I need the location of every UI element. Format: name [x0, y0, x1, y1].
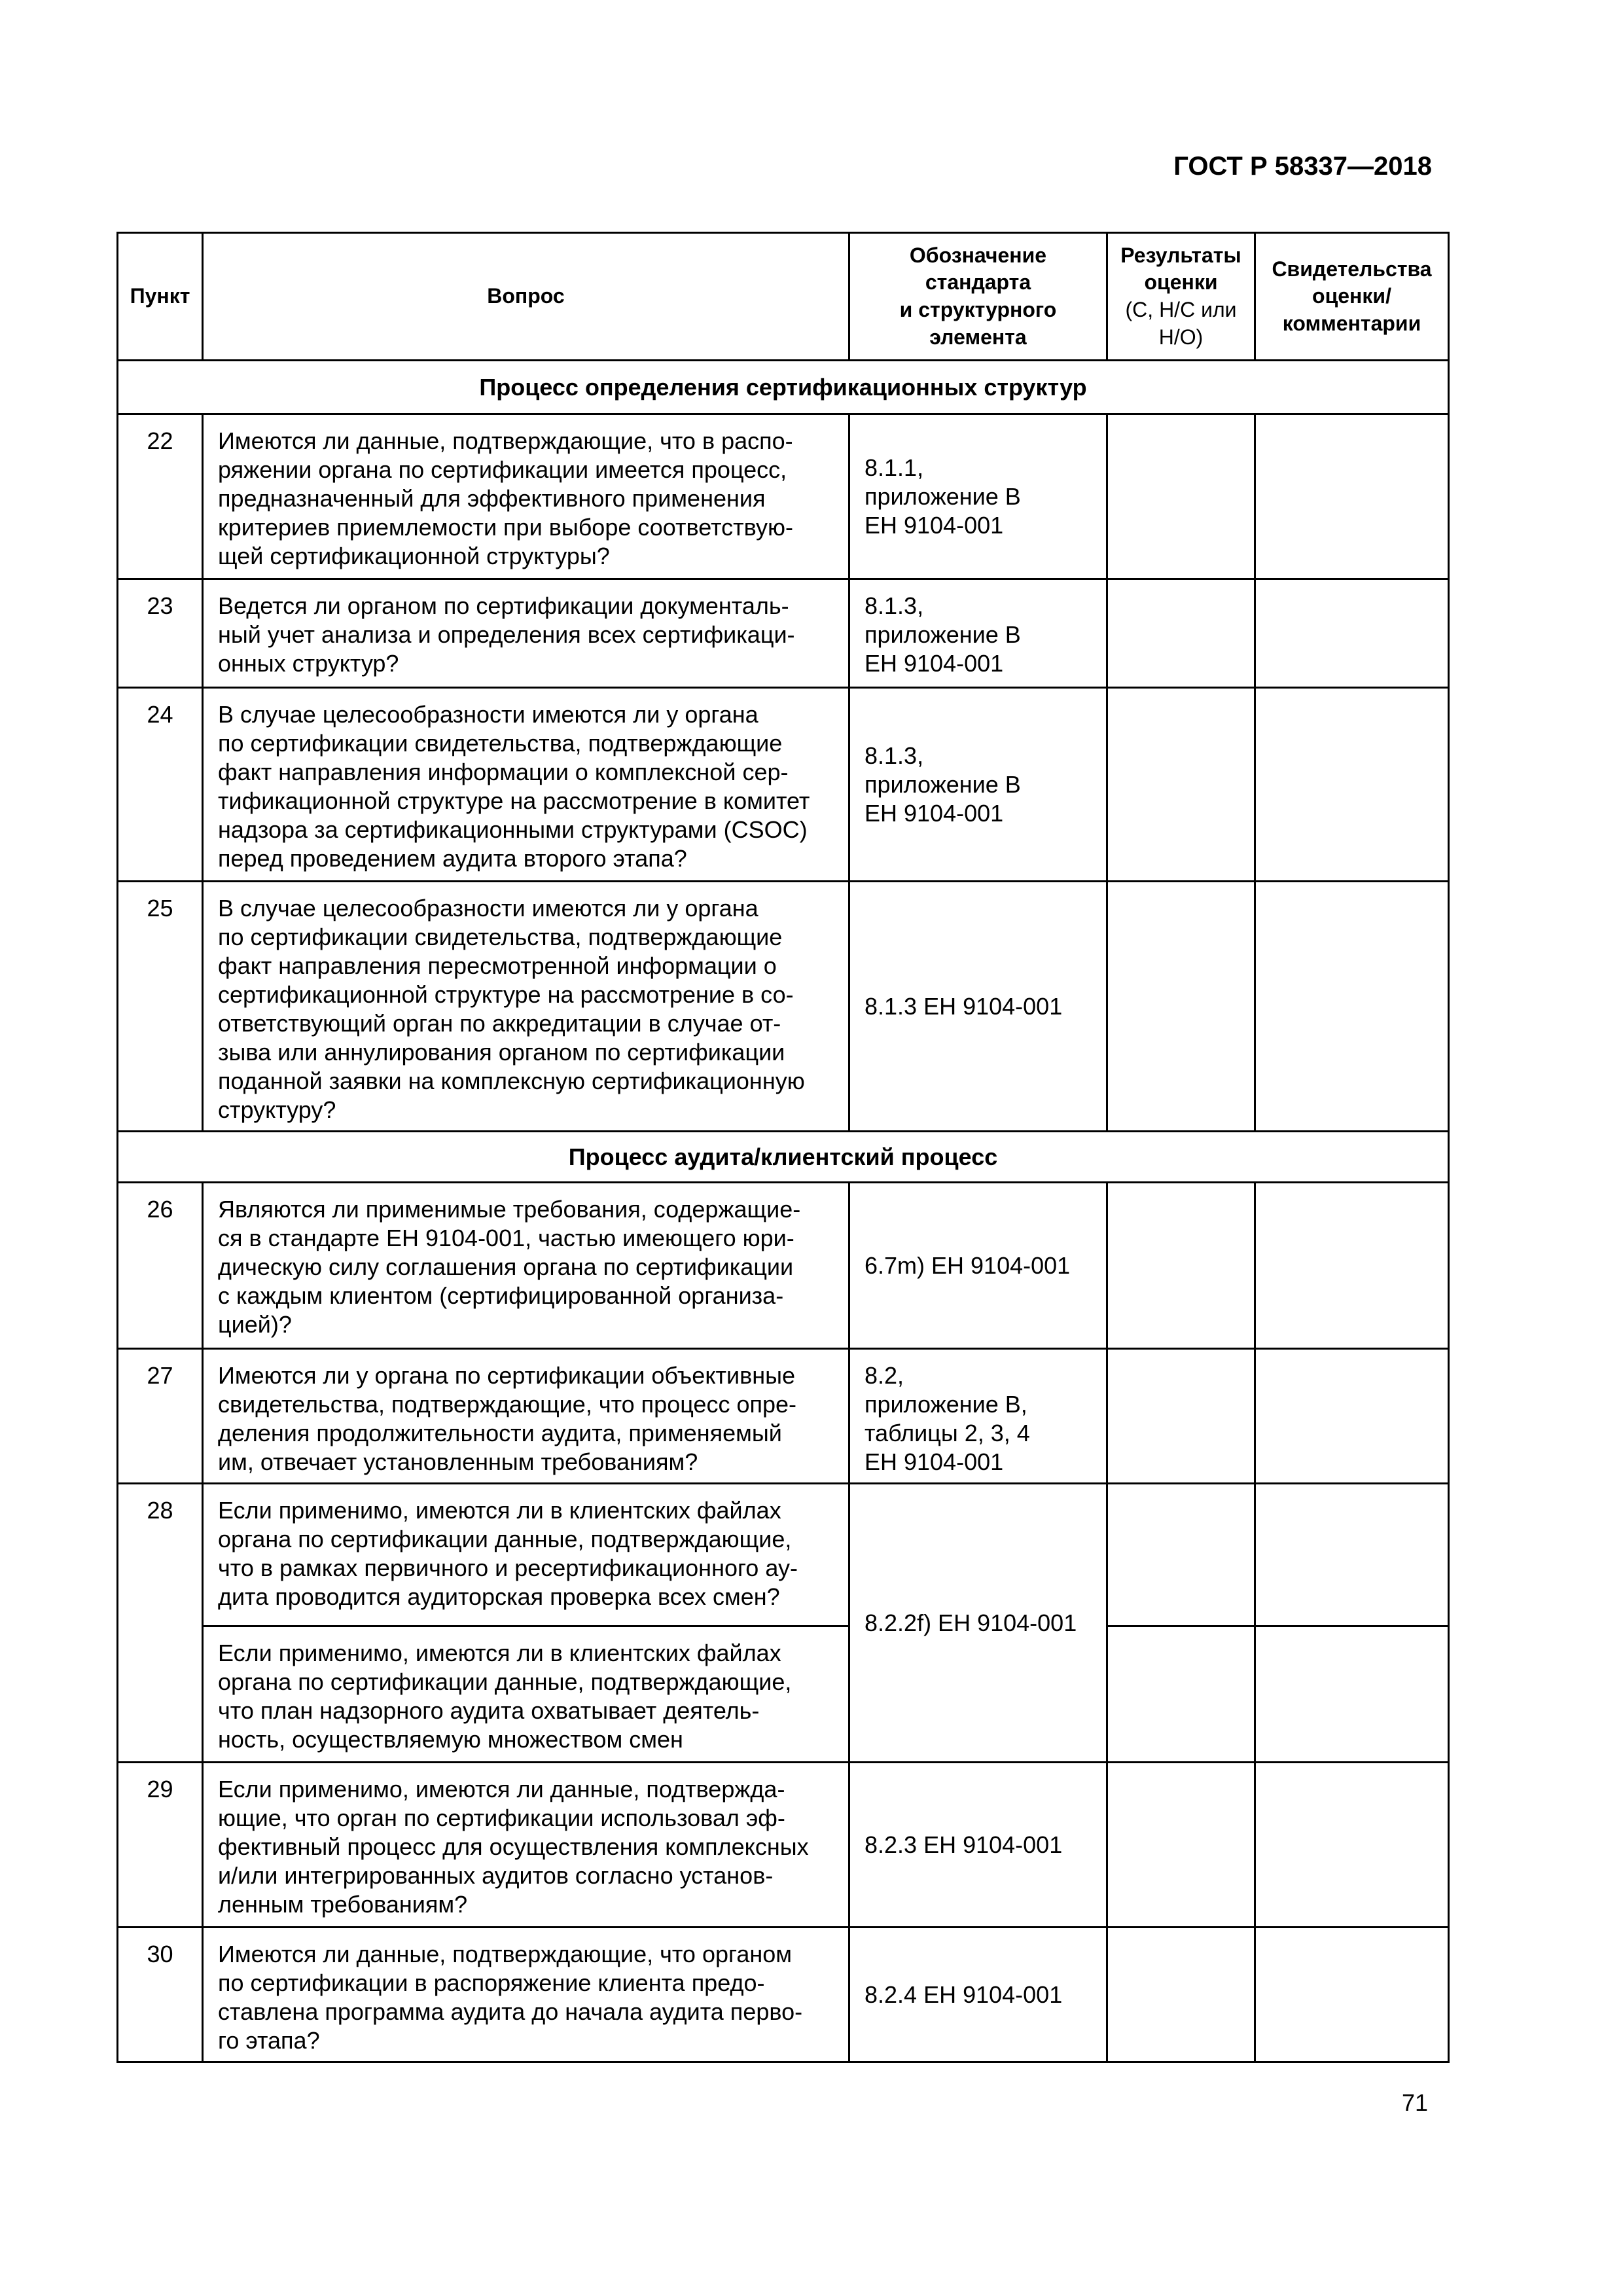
header-results: Результаты оценки (С, Н/С или Н/О) [1107, 233, 1255, 361]
row-standard: 8.2.3 ЕН 9104-001 [849, 1763, 1107, 1928]
row-result-cell [1107, 414, 1255, 579]
section-title: Процесс определения сертификационных структур [118, 361, 1449, 414]
row-evidence-cell [1255, 1484, 1449, 1626]
document-header: ГОСТ Р 58337—2018 [1173, 152, 1432, 181]
row-question: Являются ли применимые требования, содержащие- ся в стандарте ЕН 9104-001, частью имеющего юри- дическую силу соглашения органа по сертификации с каждым клиентом (сертифицированной организа- цией)? [203, 1183, 849, 1349]
row-question: Имеются ли данные, подтверждающие, что в распо- ряжении органа по сертификации имеется процесс, предназначенный для эффективного применения критериев приемлемости при выборе соответствую- щей сертификационной структуры? [203, 414, 849, 579]
row-question: Если применимо, имеются ли в клиентских файлах органа по сертификации данные, подтверждающие, что план надзорного аудита охватывает деятель- ность, осуществляемую множеством смен [203, 1626, 849, 1763]
row-evidence-cell [1255, 1349, 1449, 1484]
row-standard: 8.1.3, приложение В ЕН 9104-001 [849, 579, 1107, 688]
row-result-cell [1107, 1928, 1255, 2062]
section-row [118, 361, 1449, 414]
row-question: В случае целесообразности имеются ли у органа по сертификации свидетельства, подтверждающие факт направления информации о комплексной сер- тификационной структуре на рассмотрение в комитет надзора за сертификационными структурами (CSOC) перед проведением аудита второго этапа? [203, 688, 849, 882]
section-row [118, 1132, 1449, 1183]
row-result-cell [1107, 1484, 1255, 1626]
row-number: 23 [118, 579, 203, 688]
table-row [118, 1349, 1449, 1484]
row-question: Если применимо, имеются ли в клиентских файлах органа по сертификации данные, подтверждающие, что в рамках первичного и ресертификационного ау- дита проводится аудиторская проверка всех смен? [203, 1484, 849, 1626]
row-result-cell [1107, 882, 1255, 1132]
row-number: 30 [118, 1928, 203, 2062]
row-standard: 8.2.4 ЕН 9104-001 [849, 1928, 1107, 2062]
header-standard: Обозначение стандарта и структурного элемента [849, 233, 1107, 361]
table-row [118, 1626, 1449, 1763]
row-result-cell [1107, 1349, 1255, 1484]
row-number: 29 [118, 1763, 203, 1928]
table-row [118, 414, 1449, 579]
header-question: Вопрос [203, 233, 849, 361]
row-evidence-cell [1255, 579, 1449, 688]
row-evidence-cell [1255, 1763, 1449, 1928]
row-evidence-cell [1255, 1183, 1449, 1349]
row-question: Если применимо, имеются ли данные, подтвержда- ющие, что орган по сертификации использовал эф- фективный процесс для осуществления комплексных и/или интегрированных аудитов согласно установ- ленным требованиям? [203, 1763, 849, 1928]
table-row [118, 1763, 1449, 1928]
row-result-cell [1107, 579, 1255, 688]
section-title: Процесс аудита/клиентский процесс [118, 1132, 1449, 1183]
row-evidence-cell [1255, 688, 1449, 882]
table-row [118, 882, 1449, 1132]
table-row [118, 688, 1449, 882]
row-result-cell [1107, 688, 1255, 882]
row-evidence-cell [1255, 1928, 1449, 2062]
page-number: 71 [1401, 2089, 1428, 2116]
row-evidence-cell [1255, 882, 1449, 1132]
row-result-cell [1107, 1763, 1255, 1928]
row-question: Имеются ли данные, подтверждающие, что органом по сертификации в распоряжение клиента предо- ставлена программа аудита до начала аудита перво- го этапа? [203, 1928, 849, 2062]
row-number: 25 [118, 882, 203, 1132]
row-standard: 8.1.3, приложение В ЕН 9104-001 [849, 688, 1107, 882]
row-standard: 8.1.1, приложение В ЕН 9104-001 [849, 414, 1107, 579]
row-number: 28 [118, 1484, 203, 1763]
table-row [118, 1183, 1449, 1349]
row-result-cell [1107, 1183, 1255, 1349]
row-result-cell [1107, 1626, 1255, 1763]
table-row [118, 579, 1449, 688]
row-standard: 8.1.3 ЕН 9104-001 [849, 882, 1107, 1132]
header-evidence: Свидетельства оценки/ комментарии [1255, 233, 1449, 361]
row-standard: 8.2.2f) ЕН 9104-001 [849, 1484, 1107, 1763]
row-standard: 8.2, приложение В, таблицы 2, 3, 4 ЕН 9104-001 [849, 1349, 1107, 1484]
row-question: Имеются ли у органа по сертификации объективные свидетельства, подтверждающие, что процесс опре- деления продолжительности аудита, применяемый им, отвечает установленным требованиям? [203, 1349, 849, 1484]
row-question: В случае целесообразности имеются ли у органа по сертификации свидетельства, подтверждающие факт направления пересмотренной информации о сертификационной структуре на рассмотрение в со- ответствующий орган по аккредитации в случае от- зыва или аннулирования органом по сертификации поданной заявки на комплексную сертификационную структуру? [203, 882, 849, 1132]
header-point: Пункт [118, 233, 203, 361]
row-question: Ведется ли органом по сертификации документаль- ный учет анализа и определения всех сертификаци- онных структур? [203, 579, 849, 688]
row-number: 27 [118, 1349, 203, 1484]
row-number: 24 [118, 688, 203, 882]
row-number: 22 [118, 414, 203, 579]
row-number: 26 [118, 1183, 203, 1349]
row-evidence-cell [1255, 414, 1449, 579]
table-row [118, 1484, 1449, 1626]
table-row [118, 1928, 1449, 2062]
row-standard: 6.7m) ЕН 9104-001 [849, 1183, 1107, 1349]
checklist-table [116, 232, 1450, 2063]
row-evidence-cell [1255, 1626, 1449, 1763]
table-header-row [118, 233, 1449, 361]
